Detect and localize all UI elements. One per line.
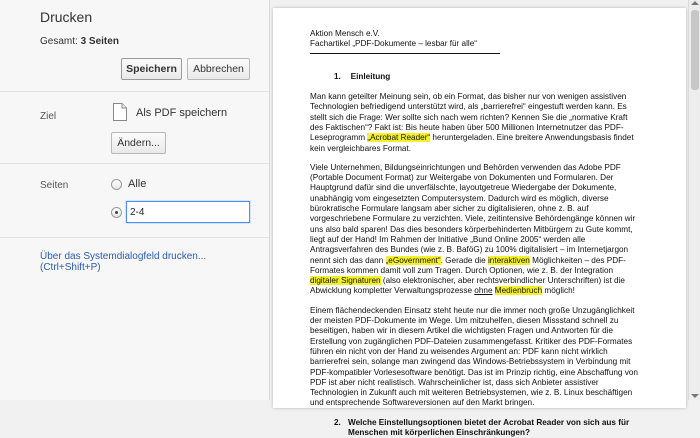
save-button[interactable]: Speichern [121, 58, 182, 80]
text-run: Viele Unternehmen, Bildungseinrichtungen und Behörden verwenden das Adobe PDF (Portable Document Format) zur Weitergabe von Dokumenten und Formularen. Der Hauptgrund dafür sind die unverfälschte, layoutgetreue Wiedergabe der Dokumente, unabhängig vom eingesetzten Computersystem. Dadurch wird es möglich, diverse bürokratische Formulare langsam aber sicher zu digitalisieren, ohne z. B. auf vorgeschriebene Formulare zu verzichten. Viele, zeitintensive Behördengänge können wir uns also bald sparen! Das dies besonders körperbehinderten Mitbürgern zu Gute kommt, liegt auf der Hand! Im Rahmen der Initiative „Bund Online 2005“ werden alle Antragsverfahren des Bundes (wie z. B. BaföG) zu 100% digitalisiert – im Internetjargon nennt sich das dann [310, 162, 636, 265]
scroll-up-icon[interactable] [691, 1, 699, 5]
destination-label: Ziel [40, 111, 57, 122]
section-title: Welche Einstellungsoptionen bietet der Acrobat Reader von sich aus für Menschen mit körperlichen Einschränkungen? [348, 417, 630, 437]
highlighted-text: „eGovernment“ [385, 255, 441, 265]
pages-label: Seiten [40, 180, 69, 191]
total-pages [40, 36, 119, 47]
section-heading-2 [334, 418, 639, 438]
text-run: (also elektronischer, aber rechtsverbindlicher Unterschriften) ist die Abwicklung kompletter Verwaltungsprozesse [310, 276, 625, 296]
preview-page [273, 8, 686, 437]
change-destination-button[interactable]: Ändern... [111, 132, 166, 154]
scroll-down-icon[interactable] [691, 394, 699, 398]
pages-all-label: Alle [128, 178, 147, 190]
page-range-input[interactable] [126, 201, 250, 223]
separator [0, 237, 270, 238]
total-label: Gesamt: [40, 36, 78, 47]
section-number: 1. [334, 71, 341, 81]
destination-value: Als PDF speichern [136, 107, 228, 119]
highlighted-text: „Acrobat Reader“ [367, 133, 431, 143]
print-settings-panel [0, 0, 270, 400]
print-preview [270, 0, 700, 437]
paragraph-2 [310, 163, 639, 297]
scrollbar-thumb[interactable] [691, 10, 699, 90]
preview-scrollbar[interactable] [688, 0, 700, 400]
paragraph-1 [310, 92, 639, 154]
highlighted-text: Medienbruch [494, 286, 543, 296]
text-run: möglich! [542, 286, 575, 296]
pages-range-radio[interactable] [111, 207, 122, 218]
paragraph-3: Einem flächendeckenden Einsatz steht heute nur die immer noch große Unzugänglichkeit der meisten PDF-Dokumente im Wege. Um mitzuhelfen, diesen Missstand schnell zu beseitigen, haben wir in diesem Artikel die wichtigsten Fragen und Antworten für die Erstellung von zugänglichen PDF-Dateien zusammengefasst. Kritiker des PDF-Formates führen ein nicht von der Hand zu weisendes Argument an: PDF kann nicht wirklich barrierefrei sein, solange man zwingend das Windows-Betriebssystem in Verbindung mit PDF-kompatibler Vorlesesoftware benötigt. Das ist im Prinzip richtig, eine Abschaffung von PDF ist aber nicht realistisch. Wahrscheinlicher ist, dass sich Anbieter assistiver Technologien in Zukunft auch mit weiteren Betriebsystemen, wie z. B. Linux beschäftigen und entsprechende Softwareversionen auf den Markt bringen. [310, 305, 638, 408]
section-number: 2. [334, 417, 341, 427]
doc-header-title: Fachartikel „PDF-Dokumente – lesbar für alle“ [310, 39, 500, 53]
separator [0, 91, 270, 92]
cancel-button[interactable]: Abbrechen [187, 58, 250, 80]
section-title: Einleitung [350, 71, 391, 81]
text-run: heruntergeladen. Eine breitere Anwendungsbasis findet kein vergleichbares Format. [310, 133, 634, 153]
text-run: . Gerade die [440, 255, 488, 265]
document-icon [113, 103, 127, 121]
dialog-title: Drucken [40, 9, 93, 25]
doc-header-org: Aktion Mensch e.V. [310, 29, 380, 38]
underlined-text: ohne [474, 286, 493, 296]
pages-all-radio[interactable] [111, 179, 122, 190]
total-value: 3 Seiten [80, 36, 119, 47]
text-run: Man kann geteilter Meinung sein, ob ein Format, das bisher nur von wenigen assistiven Technologien befriedigend unterstützt wird, als „barrierefrei“ eingestuft werden kann. Es stellt sich die Frage: Wer sollte sich nach wem richten? Kennen Sie die „normative Kraft des Faktischen“? Fakt ist: Bis heute haben über 500 Millionen Internetnutzer das PDF-Leseprogramm [310, 92, 628, 143]
system-dialog-link[interactable]: Über das Systemdialogfeld drucken... (Ctrl+Shift+P) [40, 251, 207, 273]
highlighted-text: interaktiven [487, 255, 530, 265]
text-run: Möglichkeiten – des PDF-Formates kommen damit voll zum Tragen. Durch Optionen, wie z. B. der Integration [310, 255, 626, 275]
separator [0, 163, 270, 164]
highlighted-text: digitaler Signaturen [310, 276, 381, 286]
section-heading-1 [334, 71, 686, 83]
